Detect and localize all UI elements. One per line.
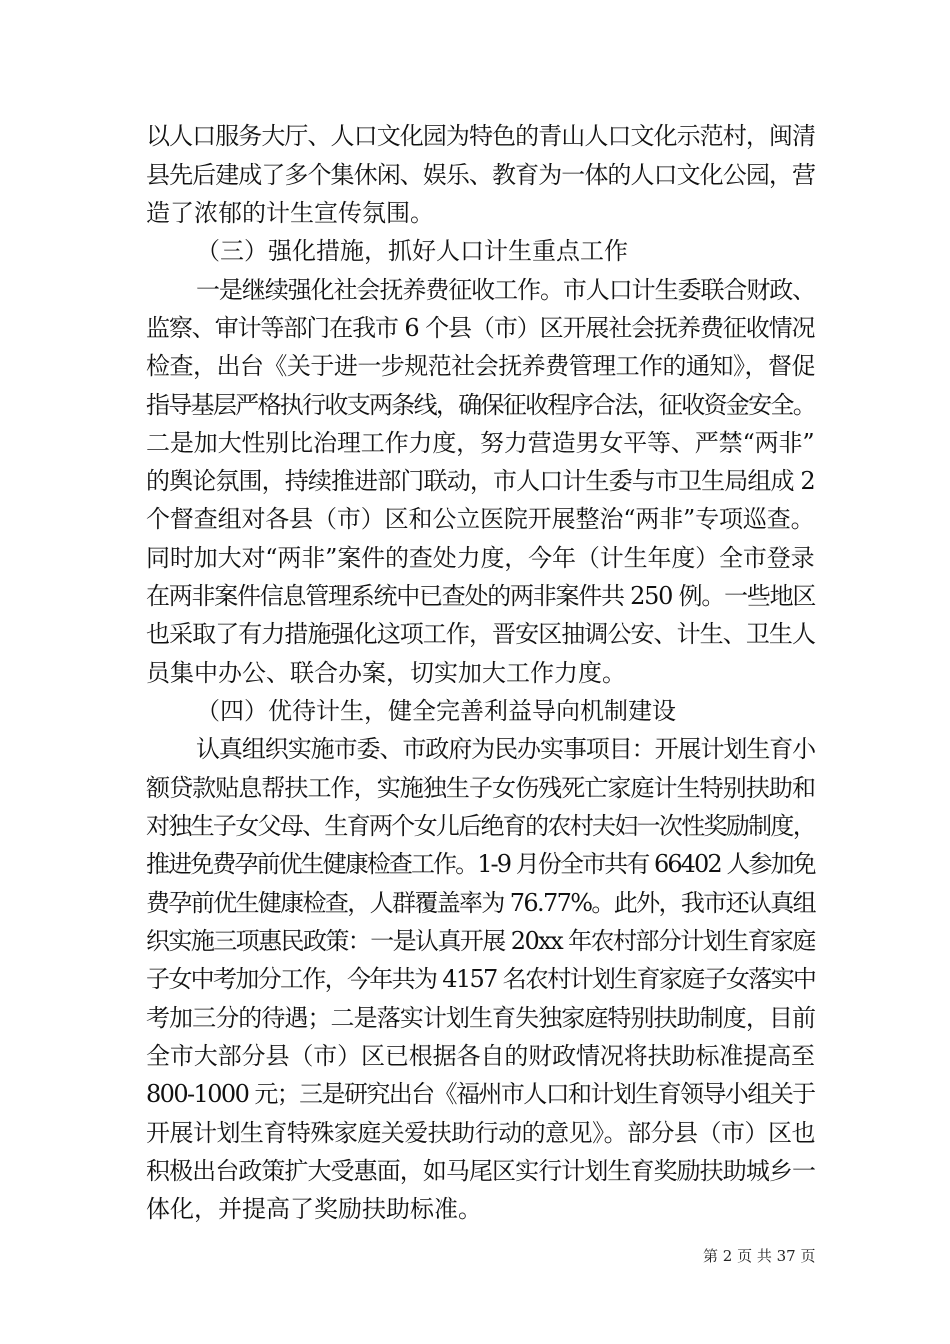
body-line: 以人口服务大厅、人口文化园为特色的青山人口文化示范村，闽清 — [146, 122, 816, 150]
section-heading: （三）强化措施，抓好人口计生重点工作 — [196, 237, 628, 265]
body-line: 个督查组对各县（市）区和公立医院开展整治“两非”专项巡查。 — [146, 505, 815, 533]
body-line: 二是加大性别比治理工作力度，努力营造男女平等、严禁“两非” — [146, 429, 815, 457]
body-line: 县先后建成了多个集休闲、娱乐、教育为一体的人口文化公园，营 — [146, 161, 816, 189]
body-line: 开展计划生育特殊家庭关爱扶助行动的意见》。部分县（市）区也 — [146, 1119, 815, 1147]
body-line: 费孕前优生健康检查，人群覆盖率为 76.77%。此外，我市还认真组 — [146, 889, 816, 917]
body-line: 员集中办公、联合办案，切实加大工作力度。 — [146, 659, 626, 687]
body-line: 积极出台政策扩大受惠面，如马尾区实行计划生育奖励扶助城乡一 — [146, 1157, 816, 1185]
body-line: 一是继续强化社会抚养费征收工作。市人口计生委联合财政、 — [196, 276, 816, 304]
body-line: 对独生子女父母、生育两个女儿后绝育的农村夫妇一次性奖励制度， — [146, 812, 815, 840]
body-line: 考加三分的待遇；二是落实计划生育失独家庭特别扶助制度，目前 — [146, 1004, 816, 1032]
body-line: 造了浓郁的计生宣传氛围。 — [146, 199, 434, 227]
page-number-footer: 第 2 页 共 37 页 — [703, 1247, 816, 1265]
body-line: 在两非案件信息管理系统中已查处的两非案件共 250 例。一些地区 — [146, 582, 816, 610]
body-line: 指导基层严格执行收支两条线，确保征收程序合法，征收资金安全。 — [146, 391, 815, 419]
body-line: 的舆论氛围，持续推进部门联动，市人口计生委与市卫生局组成 2 — [146, 467, 815, 495]
body-line: 额贷款贴息帮扶工作，实施独生子女伤残死亡家庭计生特别扶助和 — [146, 774, 816, 802]
body-line: 体化，并提高了奖励扶助标准。 — [146, 1195, 482, 1223]
body-line: 推进免费孕前优生健康检查工作。1-9 月份全市共有 66402 人参加免 — [146, 850, 815, 878]
body-line: 也采取了有力措施强化这项工作，晋安区抽调公安、计生、卫生人 — [146, 620, 816, 648]
body-line: 认真组织实施市委、市政府为民办实事项目：开展计划生育小 — [196, 735, 816, 763]
body-line: 织实施三项惠民政策：一是认真开展 20xx 年农村部分计划生育家庭 — [146, 927, 815, 955]
section-heading: （四）优待计生，健全完善利益导向机制建设 — [196, 697, 676, 725]
body-line: 全市大部分县（市）区已根据各自的财政情况将扶助标准提高至 — [146, 1042, 815, 1070]
body-line: 800-1000 元；三是研究出台《福州市人口和计划生育领导小组关于 — [146, 1080, 815, 1108]
body-line: 子女中考加分工作，今年共为 4157 名农村计划生育家庭子女落实中 — [146, 965, 816, 993]
body-line: 同时加大对“两非”案件的查处力度，今年（计生年度）全市登录 — [146, 544, 815, 572]
body-line: 检查，出台《关于进一步规范社会抚养费管理工作的通知》，督促 — [146, 352, 815, 380]
body-line: 监察、审计等部门在我市 6 个县（市）区开展社会抚养费征收情况 — [146, 314, 815, 342]
